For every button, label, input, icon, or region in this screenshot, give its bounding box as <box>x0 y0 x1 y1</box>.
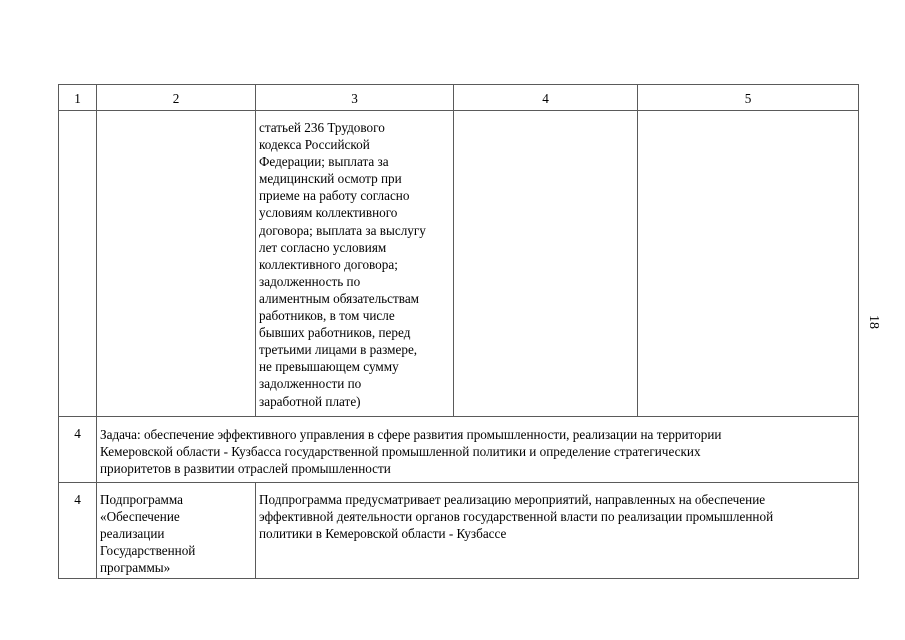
subprogram-description-cell <box>256 483 859 579</box>
cell-col-4 <box>454 111 638 417</box>
table-row-continuation <box>59 111 859 417</box>
subprogram-name-cell <box>97 483 256 579</box>
cell-col-2 <box>97 111 256 417</box>
task-number: 4 <box>59 417 97 483</box>
header-col-5: 5 <box>638 85 859 111</box>
continuation-text: статьей 236 Трудового кодекса Российской Федерации; выплата за медицинский осмотр при приеме на работу согласно условиям коллективного договора; выплата за выслугу лет согласно условиям коллективного договора; задолженность по алиментным обязательствам работников, в том числе бывших работников, перед третьими лицами в размере, не превышающем сумму задолженности по заработной плате) <box>259 120 426 409</box>
cell-col-5 <box>638 111 859 417</box>
subprogram-description: Подпрограмма предусматривает реализацию мероприятий, направленных на обеспечение эффективной деятельности органов государственной власти по реализации промышленной политики в Кемеровской области - Кузбассе <box>259 492 774 542</box>
header-col-2: 2 <box>97 85 256 111</box>
page-number: 18 <box>866 315 881 329</box>
task-cell <box>97 417 859 483</box>
header-col-1: 1 <box>59 85 97 111</box>
program-table <box>58 84 859 579</box>
cell-col-1 <box>59 111 97 417</box>
subprogram-name: Подпрограмма «Обеспечение реализации Государственной программы» <box>100 492 196 576</box>
subprogram-number: 4 <box>59 483 97 579</box>
header-col-4: 4 <box>454 85 638 111</box>
header-col-3: 3 <box>256 85 454 111</box>
table-row-task <box>59 417 859 483</box>
cell-col-3 <box>256 111 454 417</box>
table-row-subprogram <box>59 483 859 579</box>
table-header-row <box>59 85 859 111</box>
task-text: Задача: обеспечение эффективного управления в сфере развития промышленности, реализации на территории Кемеровской области - Кузбасса государственной промышленной политики и определение стратегических приоритетов в развитии отраслей промышленности <box>100 427 722 477</box>
